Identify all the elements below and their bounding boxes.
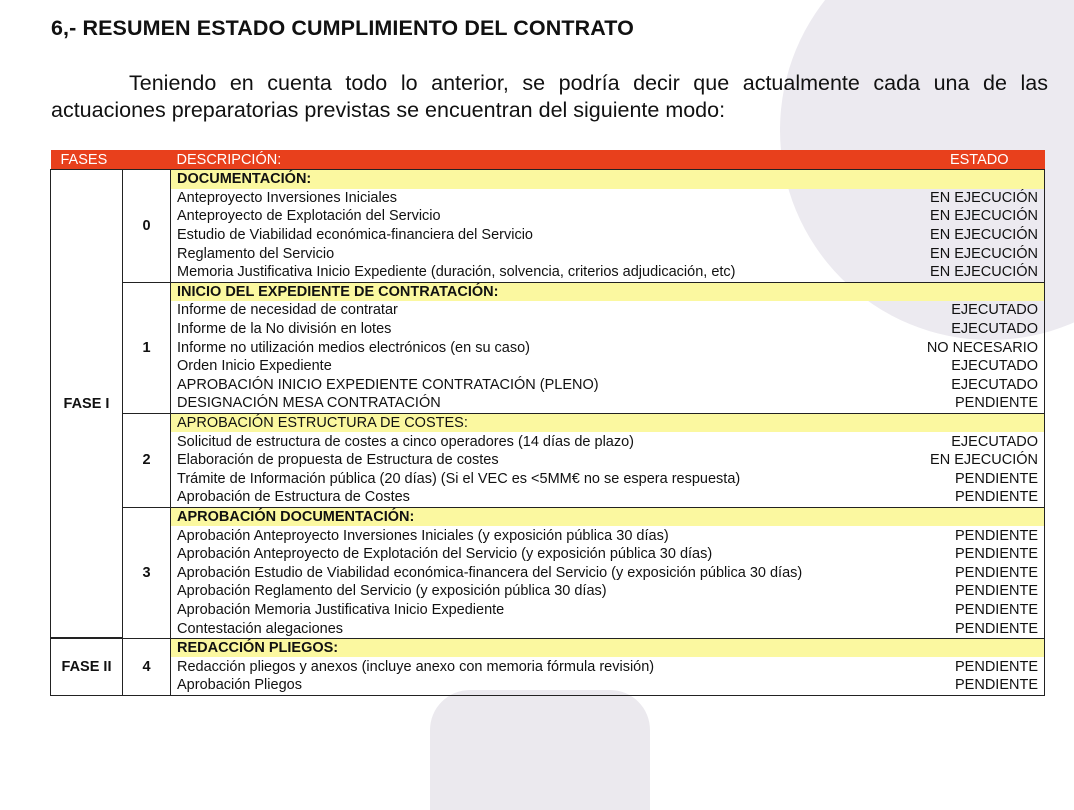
group-number: 1 <box>123 282 171 413</box>
row-description: Elaboración de propuesta de Estructura de costes <box>177 452 499 469</box>
section-title: APROBACIÓN ESTRUCTURA DE COSTES: <box>171 413 909 432</box>
row-description: Memoria Justificativa Inicio Expediente (duración, solvencia, criterios adjudicación, etc) <box>171 263 909 282</box>
row-status: PENDIENTE <box>909 545 1045 564</box>
table-body <box>51 170 1045 696</box>
row-description: Informe de la No división en lotes <box>177 321 392 338</box>
fase-label: FASE I <box>51 170 123 639</box>
table-row <box>51 545 1045 564</box>
row-status: EN EJECUCIÓN <box>909 263 1045 282</box>
row-description: Orden Inicio Expediente <box>177 358 332 375</box>
row-description: Informe no utilización medios electrónicos (en su caso) <box>177 339 530 356</box>
table-row <box>51 338 1045 357</box>
header-estado: ESTADO <box>909 150 1045 170</box>
table-row <box>51 394 1045 413</box>
row-description: Aprobación de Estructura de Costes <box>171 488 909 507</box>
row-status: PENDIENTE <box>909 470 1045 489</box>
table-row <box>51 263 1045 282</box>
row-description: Informe de necesidad de contratar <box>177 302 398 319</box>
row-description: DESIGNACIÓN MESA CONTRATACIÓN <box>171 394 909 413</box>
row-description: Estudio de Viabilidad económica-financiera del Servicio <box>177 227 533 244</box>
table-row <box>51 357 1045 376</box>
row-status: PENDIENTE <box>909 619 1045 638</box>
section-title: DOCUMENTACIÓN: <box>171 170 909 189</box>
row-status: EJECUTADO <box>909 320 1045 339</box>
table-row <box>51 226 1045 245</box>
row-description: Reglamento del Servicio <box>177 245 335 262</box>
table-row <box>51 376 1045 395</box>
row-status: EJECUTADO <box>909 432 1045 451</box>
table-row <box>51 601 1045 620</box>
row-description: Aprobación Anteproyecto de Explotación del Servicio (y exposición pública 30 días) <box>177 546 713 563</box>
table-row <box>51 301 1045 320</box>
row-description: Aprobación Estudio de Viabilidad económica-financera del Servicio (y exposición pública 30 días) <box>177 564 803 581</box>
row-status: NO NECESARIO <box>909 338 1045 357</box>
row-status: EN EJECUCIÓN <box>909 226 1045 245</box>
section-row <box>51 413 1045 432</box>
intro-text: Teniendo en cuenta todo lo anterior, se podría decir que actualmente cada una de las actuaciones preparatorias previstas se encuentran del siguiente modo: <box>51 71 1048 122</box>
row-description: Aprobación Pliegos <box>171 676 909 695</box>
table-header-row <box>51 150 1045 170</box>
row-status: PENDIENTE <box>909 601 1045 620</box>
row-description: Solicitud de estructura de costes a cinco operadores (14 días de plazo) <box>177 433 635 450</box>
row-description: Redacción pliegos y anexos (incluye anexo con memoria fórmula revisión) <box>177 658 655 675</box>
table-row <box>51 526 1045 545</box>
row-description: Aprobación Memoria Justificativa Inicio Expediente <box>177 601 505 618</box>
table-row <box>51 582 1045 601</box>
group-number: 4 <box>123 638 171 695</box>
header-descripcion: DESCRIPCIÓN: <box>171 150 909 170</box>
row-description: Contestación alegaciones <box>171 619 909 638</box>
section-title-fill <box>909 170 1045 189</box>
header-blank <box>123 150 171 170</box>
row-description: Anteproyecto de Explotación del Servicio <box>177 208 441 225</box>
section-title-fill <box>909 507 1045 526</box>
table-row <box>51 451 1045 470</box>
row-status: EJECUTADO <box>909 357 1045 376</box>
fase-label: FASE II <box>51 638 123 695</box>
table-row <box>51 432 1045 451</box>
section-row <box>51 170 1045 189</box>
row-status: PENDIENTE <box>909 526 1045 545</box>
background-shape <box>430 690 650 810</box>
row-status: EJECUTADO <box>909 301 1045 320</box>
table-row <box>51 244 1045 263</box>
section-title-fill <box>909 638 1045 657</box>
table-row <box>51 189 1045 208</box>
table-row <box>51 320 1045 339</box>
intro-paragraph <box>51 70 1048 124</box>
table-row <box>51 563 1045 582</box>
section-row <box>51 507 1045 526</box>
section-title-fill <box>909 413 1045 432</box>
row-status: PENDIENTE <box>909 676 1045 695</box>
table-row <box>51 488 1045 507</box>
status-table <box>50 150 1045 696</box>
row-status: EN EJECUCIÓN <box>909 189 1045 208</box>
group-number: 0 <box>123 170 171 283</box>
group-number: 3 <box>123 507 171 638</box>
header-fases: FASES <box>51 150 123 170</box>
section-title: REDACCIÓN PLIEGOS: <box>171 638 909 657</box>
group-number: 2 <box>123 413 171 507</box>
row-status: PENDIENTE <box>909 394 1045 413</box>
section-heading: 6,- RESUMEN ESTADO CUMPLIMIENTO DEL CONTRATO <box>51 16 634 40</box>
table-row <box>51 676 1045 695</box>
section-title: INICIO DEL EXPEDIENTE DE CONTRATACIÓN: <box>171 282 909 301</box>
table-row <box>51 657 1045 676</box>
section-row <box>51 638 1045 657</box>
table-row <box>51 470 1045 489</box>
table-row <box>51 619 1045 638</box>
row-status: EN EJECUCIÓN <box>909 451 1045 470</box>
row-description: Anteproyecto Inversiones Iniciales <box>177 189 398 206</box>
row-description: APROBACIÓN INICIO EXPEDIENTE CONTRATACIÓN (PLENO) <box>177 376 599 393</box>
row-status: PENDIENTE <box>909 563 1045 582</box>
row-description: Aprobación Anteproyecto Inversiones Iniciales (y exposición pública 30 días) <box>177 527 669 544</box>
section-row <box>51 282 1045 301</box>
row-description: Trámite de Información pública (20 días) (Si el VEC es <5MM€ no se espera respuesta) <box>177 470 741 487</box>
row-status: PENDIENTE <box>909 657 1045 676</box>
row-status: PENDIENTE <box>909 488 1045 507</box>
row-status: EJECUTADO <box>909 376 1045 395</box>
row-status: EN EJECUCIÓN <box>909 244 1045 263</box>
row-status: PENDIENTE <box>909 582 1045 601</box>
section-title: APROBACIÓN DOCUMENTACIÓN: <box>171 507 909 526</box>
row-description: Aprobación Reglamento del Servicio (y exposición pública 30 días) <box>177 583 607 600</box>
table-row <box>51 207 1045 226</box>
row-status: EN EJECUCIÓN <box>909 207 1045 226</box>
section-title-fill <box>909 282 1045 301</box>
